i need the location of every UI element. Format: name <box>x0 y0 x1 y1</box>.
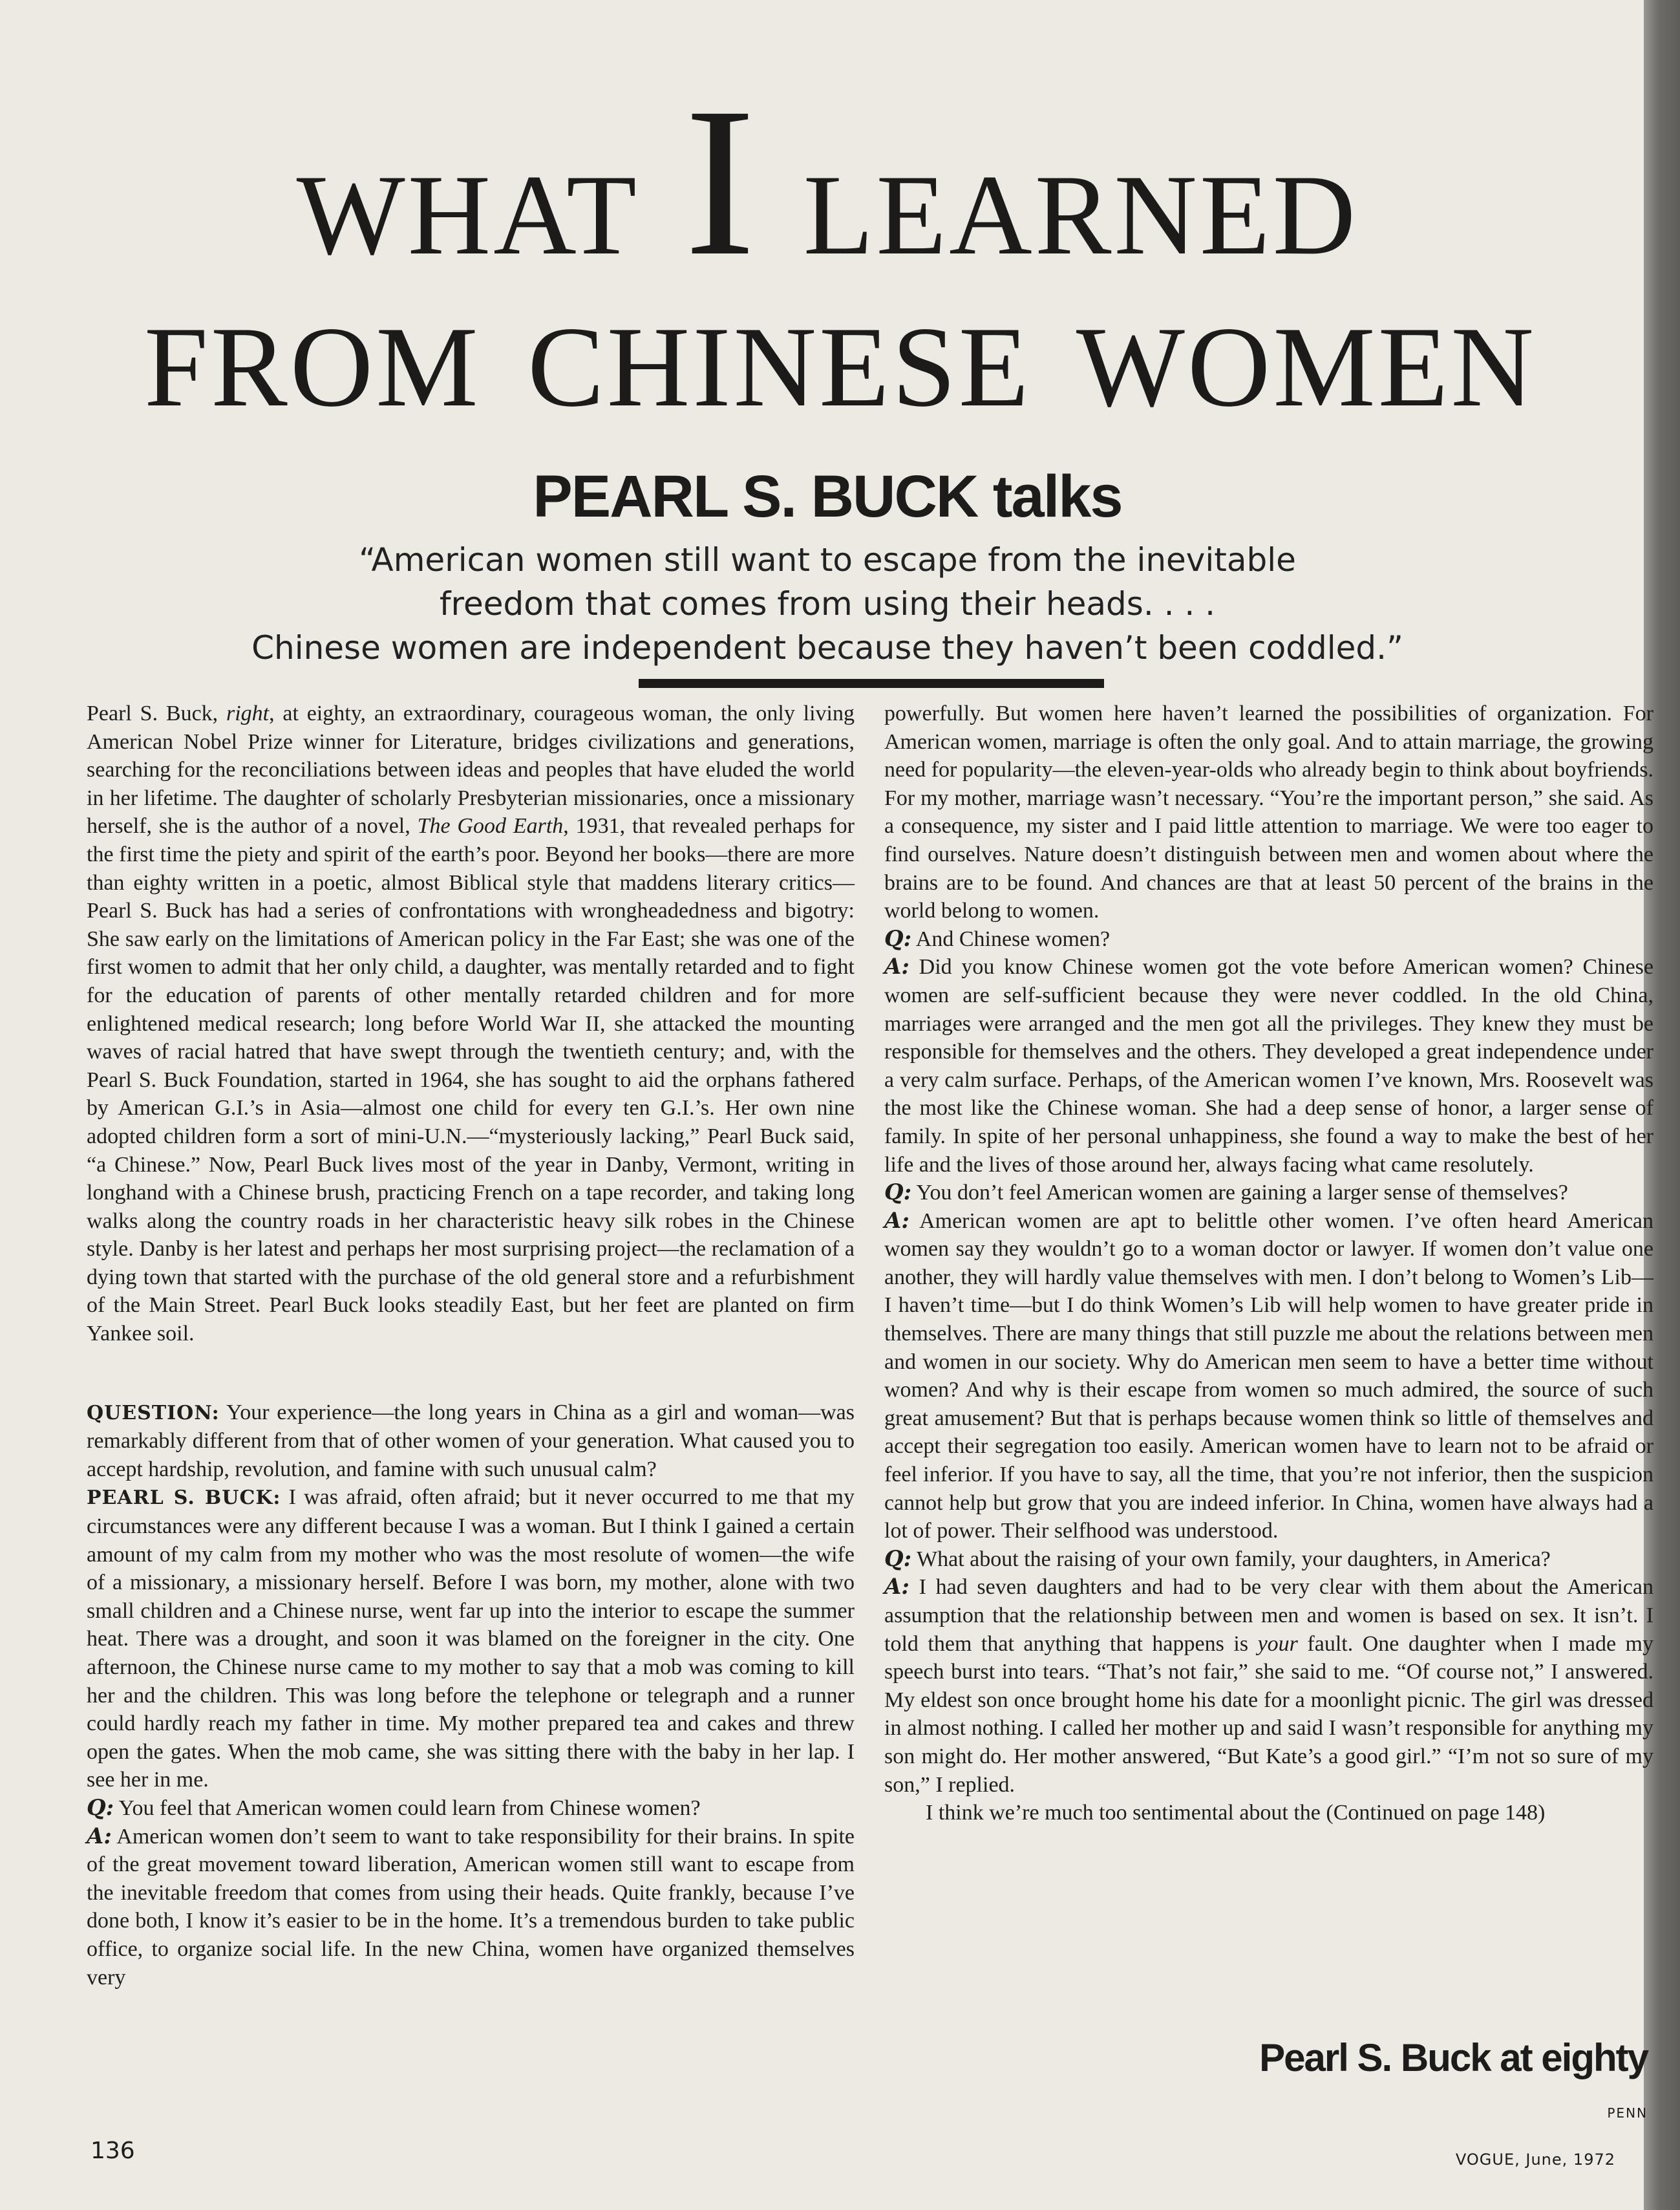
deck-quote <box>0 538 1655 670</box>
answer-label: PEARL S. BUCK: <box>87 1486 281 1510</box>
right-column <box>884 700 1653 1827</box>
deck-line-1: “American women still want to escape from the inevitable <box>359 541 1296 579</box>
question-5: Q: What about the raising of your own family, your daughters, in America? <box>884 1545 1551 1572</box>
answer-2-part-2: powerfully. But women here haven’t learned the possibilities of organization. For American women, marriage is often the only goal. And to attain marriage, the growing need for popularity—the eleven-year-olds who already begin to think about boyfriends. For my mother, marriage wasn’t necessary. “You’re the important person,” she said. As a consequence, my sister and I paid little attention to marriage. We were too eager to find ourselves. Nature doesn’t distinguish between men and women about where the brains are to be found. And chances are that at least 50 percent of the brains in the world belong to women. <box>884 702 1653 923</box>
answer-3: A: Did you know Chinese women got the vote before American women? Chinese women are self-sufficient because they were never coddled. In the old China, marriages were arranged and the men got all the privileges. They knew they must be responsible for themselves and the others. They developed a great independence under a very calm surface. Perhaps, of the American women I’ve known, Mrs. Roosevelt was the most like the Chinese woman. She had a deep sense of honor, a larger sense of family. In spite of her personal unhappiness, she found a way to make the best of her life and the lives of those around her, always facing what came resolutely. <box>884 954 1653 1177</box>
question-3: Q: And Chinese women? <box>884 925 1111 952</box>
answer-2-part-1: A: American women don’t seem to want to take responsibility for their brains. In spite of the great movement toward liberation, American women still want to escape from the inevitable freedom that comes from using their heads. Quite frankly, because I’ve done both, I know it’s easier to be in the home. It’s a tremendous burden to take public office, to organize social life. In the new China, women have organized themselves very <box>87 1823 855 1990</box>
photo-caption: Pearl S. Buck at eighty <box>1259 2036 1648 2079</box>
headline-learned: LEARNED <box>803 151 1359 279</box>
intro-paragraph: Pearl S. Buck, right, at eighty, an extraordinary, courageous woman, the only living American Nobel Prize winner for Literature, bridges civilizations and generations, searching for the reconciliations between ideas and peoples that have eluded the world in her lifetime. The daughter of scholarly Presbyterian missionaries, once a missionary herself, she is the author of a novel, The Good Earth, 1931, that revealed perhaps for the first time the piety and spirit of the earth’s poor. Beyond her books—there are more than eighty written in a poetic, almost Biblical style that maddens literary critics—Pearl S. Buck has had a series of confrontations with wrongheadedness and bigotry: She saw early on the limitations of American policy in the Far East; she was one of the first women to admit that her only child, a daughter, was mentally retarded and to fight for the education of parents of other mentally retarded children and for more enlightened medical research; long before World War II, she attacked the mounting waves of racial hatred that have swept through the twentieth century; and, with the Pearl S. Buck Foundation, started in 1964, she has sought to aid the orphans fathered by American G.I.’s in Asia—almost one child for every ten G.I.’s. Her own nine adopted children form a sort of mini-U.N.—“mysteriously lacking,” Pearl Buck said, “a Chinese.” Now, Pearl Buck lives most of the year in Danby, Vermont, writing in longhand with a Chinese brush, practicing French on a tape recorder, and taking long walks along the country roads in her characteristic heavy silk robes in the Chinese style. Danby is her latest and perhaps her most surprising project—the reclamation of a dying town that started with the purchase of the old general store and a refurbishment of the Main Street. Pearl Buck looks steadily East, but her feet are planted on firm Yankee soil. <box>87 702 855 1346</box>
deck-line-3: Chinese women are independent because they haven’t been coddled.” <box>251 629 1403 667</box>
answer-5: A: I had seven daughters and had to be very clear with them about the American assumption that the relationship between men and women is based on sex. It isn’t. I told them that anything that happens is your fault. One daughter when I made my speech burst into tears. “That’s not fair,” she said to me. “Of course not,” I answered. My eldest son once brought home his date for a moonlight picnic. The girl was dressed in almost nothing. I called her mother up and said I wasn’t responsible for anything my son might do. Her mother answered, “But Kate’s a good girl.” “I’m not so sure of my son,” I replied. <box>884 1574 1653 1797</box>
headline-line-2: FROM CHINESE WOMEN <box>144 303 1536 431</box>
q-mark: Q: <box>87 1794 114 1821</box>
page-number: 136 <box>90 2138 135 2164</box>
photo-credit: PENN <box>1607 2105 1648 2121</box>
left-column <box>87 700 855 1991</box>
source-line: VOGUE, June, 1972 <box>1455 2151 1615 2169</box>
question-label: QUESTION: <box>87 1401 220 1424</box>
answer-4: A: American women are apt to belittle other women. I’ve often heard American women say they wouldn’t go to a woman doctor or lawyer. If women don’t value one another, they will hardly value themselves with men. I don’t belong to Women’s Lib—I haven’t time—but I do think Women’s Lib will help women to have greater pride in themselves. There are many things that still puzzle me about the relations between men and women in our society. Why do American men seem to have a better time without women? And why is their escape from women so much admired, the source of such great amusement? But that is perhaps because women think so little of themselves and accept their segregation too easily. American women have to learn not to be afraid or feel inferior. If you have to say, all the time, that you’re not inferior, then the suspicion cannot help but grow that you are indeed inferior. In China, women have always had a lot of power. Their selfhood was understood. <box>884 1207 1653 1543</box>
byline: PEARL S. BUCK talks <box>533 464 1122 530</box>
headline-line-1 <box>0 64 1655 300</box>
closing-line: I think we’re much too sentimental about the (Continued on page 148) <box>926 1801 1546 1825</box>
headline-big-i: I <box>684 64 758 300</box>
a-mark: A: <box>87 1823 112 1849</box>
headline-what: WHAT <box>296 151 639 279</box>
question-4: Q: You don’t feel American women are gaining a larger sense of themselves? <box>884 1179 1568 1206</box>
question-2: Q: You feel that American women could learn from Chinese women? <box>87 1794 701 1821</box>
deck-line-2: freedom that comes from using their heads. . . . <box>439 585 1216 623</box>
question-1: QUESTION: Your experience—the long years in China as a girl and woman—was remarkably different from that of other women of your generation. What caused you to accept hardship, revolution, and famine with such unusual calm? <box>87 1400 855 1481</box>
deck-rule <box>639 679 1104 688</box>
answer-1: PEARL S. BUCK: I was afraid, often afraid; but it never occurred to me that my circumstances were any different because I was a woman. But I think I gained a certain amount of my calm from my mother who was the most resolute of women—the wife of a missionary, a missionary herself. Before I was born, my mother, alone with two small children and a Chinese nurse, went far up into the interior to escape the summer heat. There was a drought, and soon it was blamed on the foreigner in the city. One afternoon, the Chinese nurse came to my mother to say that a mob was coming to kill her and the children. This was long before the telephone or telegraph and a runner could hardly reach my father in time. My mother prepared tea and cakes and threw open the gates. When the mob came, she was sitting there with the baby in her lap. I see her in me. <box>87 1485 855 1792</box>
